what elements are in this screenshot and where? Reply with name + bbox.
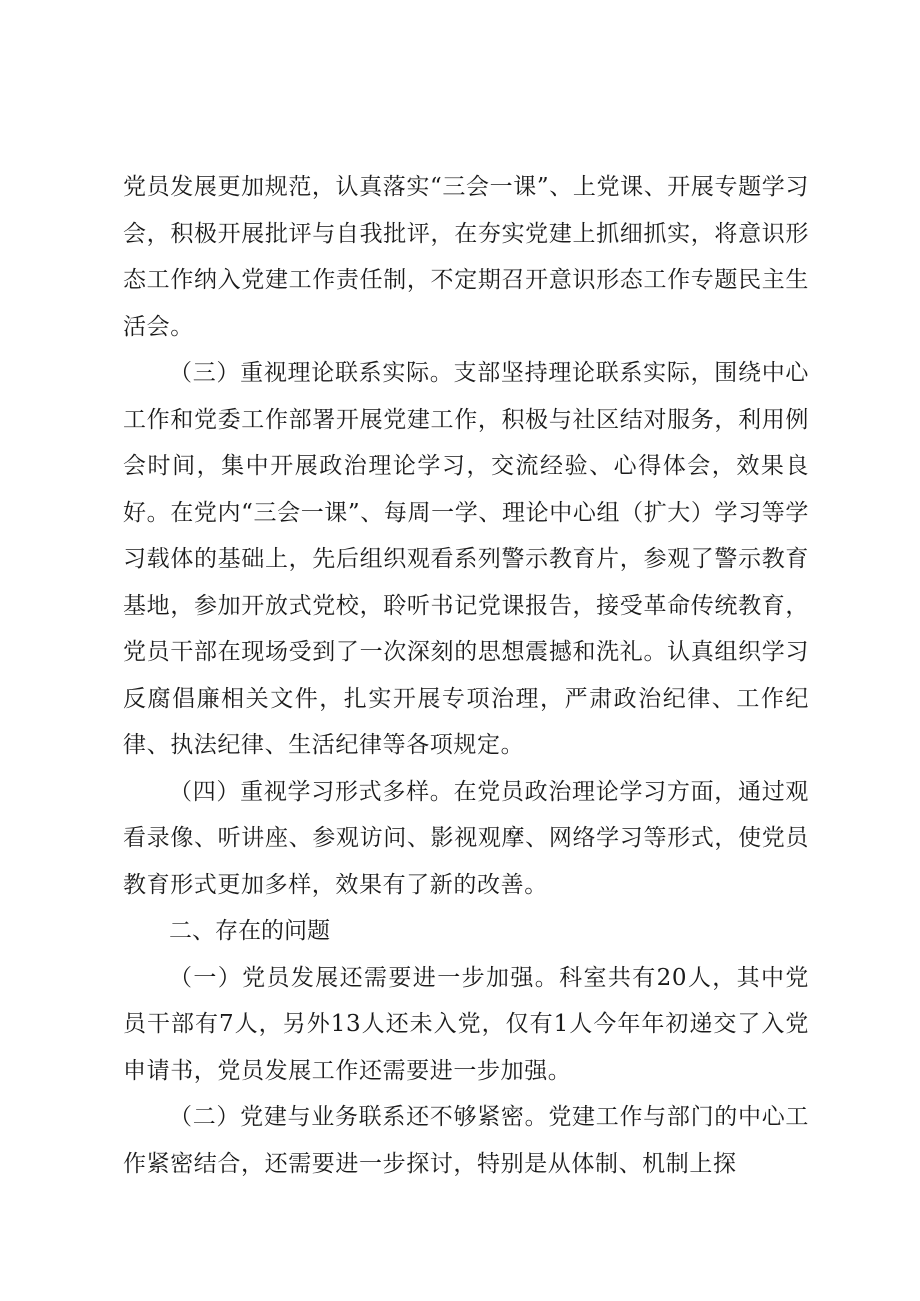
paragraph-business-link-issue: （二）党建与业务联系还不够紧密。党建工作与部门的中心工作紧密结合，还需要进一步探讨，特别是从体制、机制上探 [123, 1104, 809, 1177]
paragraph-member-development-issue: （一）党员发展还需要进一步加强。科室共有20人，其中党员干部有7人，另外13人还未入党，仅有1人今年年初递交了入党申请书，党员发展工作还需要进一步加强。 [123, 964, 809, 1084]
document-body [123, 164, 809, 1187]
paragraph-learning-forms: （四）重视学习形式多样。在党员政治理论学习方面，通过观看录像、听讲座、参观访问、影视观摩、网络学习等形式，使党员教育形式更加多样，效果有了新的改善。 [123, 778, 809, 898]
paragraph-party-member-development: 党员发展更加规范，认真落实“三会一课”、上党课、开展专题学习会，积极开展批评与自我批评，在夯实党建上抓细抓实，将意识形态工作纳入党建工作责任制，不定期召开意识形态工作专题民主生活会。 [123, 174, 809, 340]
section-heading-existing-problems: 二、存在的问题 [169, 918, 330, 944]
paragraph-theory-practice: （三）重视理论联系实际。支部坚持理论联系实际，围绕中心工作和党委工作部署开展党建工作，积极与社区结对服务，利用例会时间，集中开展政治理论学习，交流经验、心得体会，效果良好。在党内“三会一课”、每周一学、理论中心组（扩大）学习等学习载体的基础上，先后组织观看系列警示教育片，参观了警示教育基地，参加开放式党校，聆听书记党课报告，接受革命传统教育，党员干部在现场受到了一次深刻的思想震撼和洗礼。认真组织学习反腐倡廉相关文件，扎实开展专项治理，严肃政治纪律、工作纪律、执法纪律、生活纪律等各项规定。 [123, 360, 809, 758]
